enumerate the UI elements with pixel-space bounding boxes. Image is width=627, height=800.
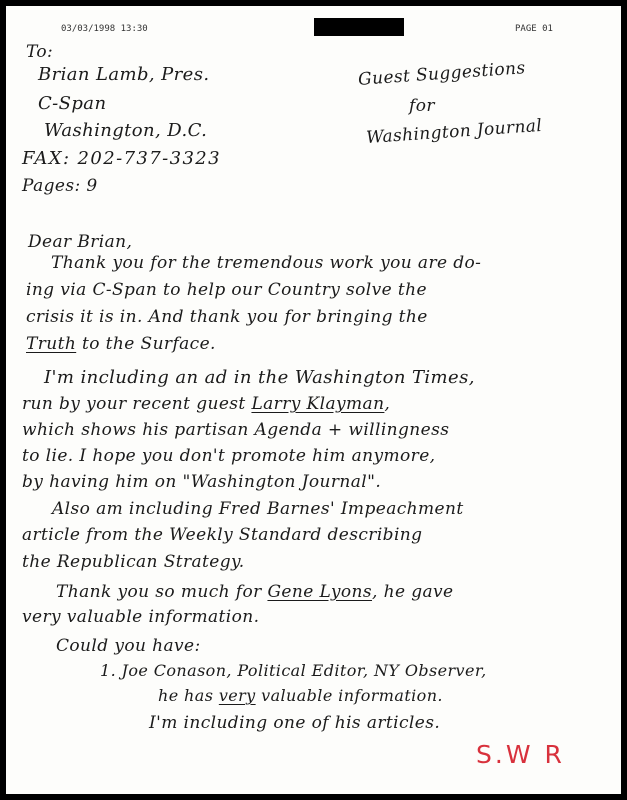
body-line: the Republican Strategy. (22, 552, 245, 572)
subject-line-1: Guest Suggestions (357, 58, 527, 90)
salutation: Dear Brian, (28, 232, 133, 252)
body-line: to lie. I hope you don't promote him anymore, (22, 446, 436, 466)
redaction-bar (314, 18, 404, 36)
body-line: Could you have: (56, 636, 201, 656)
body-line: ing via C-Span to help our Country solve the (26, 280, 427, 300)
list-item-1: 1. Joe Conason, Political Editor, NY Observer, (100, 661, 487, 680)
body-line: article from the Weekly Standard describing (22, 525, 423, 545)
body-line: Thank you for the tremendous work you are do- (51, 253, 482, 273)
body-line: he has (158, 686, 214, 705)
page-count: Pages: 9 (22, 176, 98, 196)
fax-page: 03/03/1998 13:30 PAGE 01 To: Brian Lamb, Pres. C-Span Washington, D.C. FAX: 202-737-3323 Pages: 9 Guest Suggestions for Washington Journal Dear Brian, Thank you for the tremendous work you are do- ing via C-Span to help our Country solve the crisis it is in. And thank you for bringing the Truth to the Surface. I'm including an ad in the Washington Times, run by your recent guest Larry Klayman, which shows his partisan Agenda + willingness to lie. I hope you don't promote him anymore, by having him on "Washington Journal". Also am including Fred Barnes' Impeachment article from the Weekly Standard describing the Republican Strategy. Thank you so much for Gene Lyons, he gave very valuable information. Could you have: 1. Joe Conason, Political Editor, NY Observer, he has very valuable information. I'm including one of his articles. S.W R (6, 6, 621, 794)
addressee-name: Brian Lamb, Pres. (38, 64, 210, 85)
body-line: , he gave (372, 582, 454, 602)
body-line: crisis it is in. And thank you for bringing the (26, 307, 428, 327)
underlined-word-truth: Truth (26, 334, 77, 354)
body-line: Thank you so much for (56, 582, 262, 602)
subject-line-3: Washington Journal (365, 115, 543, 149)
body-line: Also am including Fred Barnes' Impeachment (52, 499, 464, 519)
body-line: to the Surface. (82, 334, 216, 354)
fax-datetime: 03/03/1998 13:30 (61, 24, 148, 34)
underlined-word-very: very (218, 686, 256, 705)
body-line: very valuable information. (22, 607, 260, 627)
body-line: run by your recent guest (22, 394, 246, 414)
initials-stamp: S.W R (476, 740, 565, 769)
body-line: by having him on "Washington Journal". (22, 472, 382, 492)
to-label: To: (26, 42, 54, 62)
addressee-city: Washington, D.C. (44, 120, 208, 141)
addressee-org: C-Span (38, 93, 107, 114)
subject-line-2: for (409, 96, 435, 116)
body-line: valuable information. (261, 686, 443, 705)
body-line: I'm including an ad in the Washington Times, (44, 367, 475, 388)
fax-page-number: PAGE 01 (515, 24, 553, 34)
body-line: I'm including one of his articles. (149, 713, 441, 733)
underlined-name-klayman: Larry Klayman (251, 394, 385, 414)
fax-number: FAX: 202-737-3323 (22, 148, 222, 169)
body-line: which shows his partisan Agenda + willingness (22, 420, 450, 440)
underlined-name-lyons: Gene Lyons (267, 582, 373, 602)
